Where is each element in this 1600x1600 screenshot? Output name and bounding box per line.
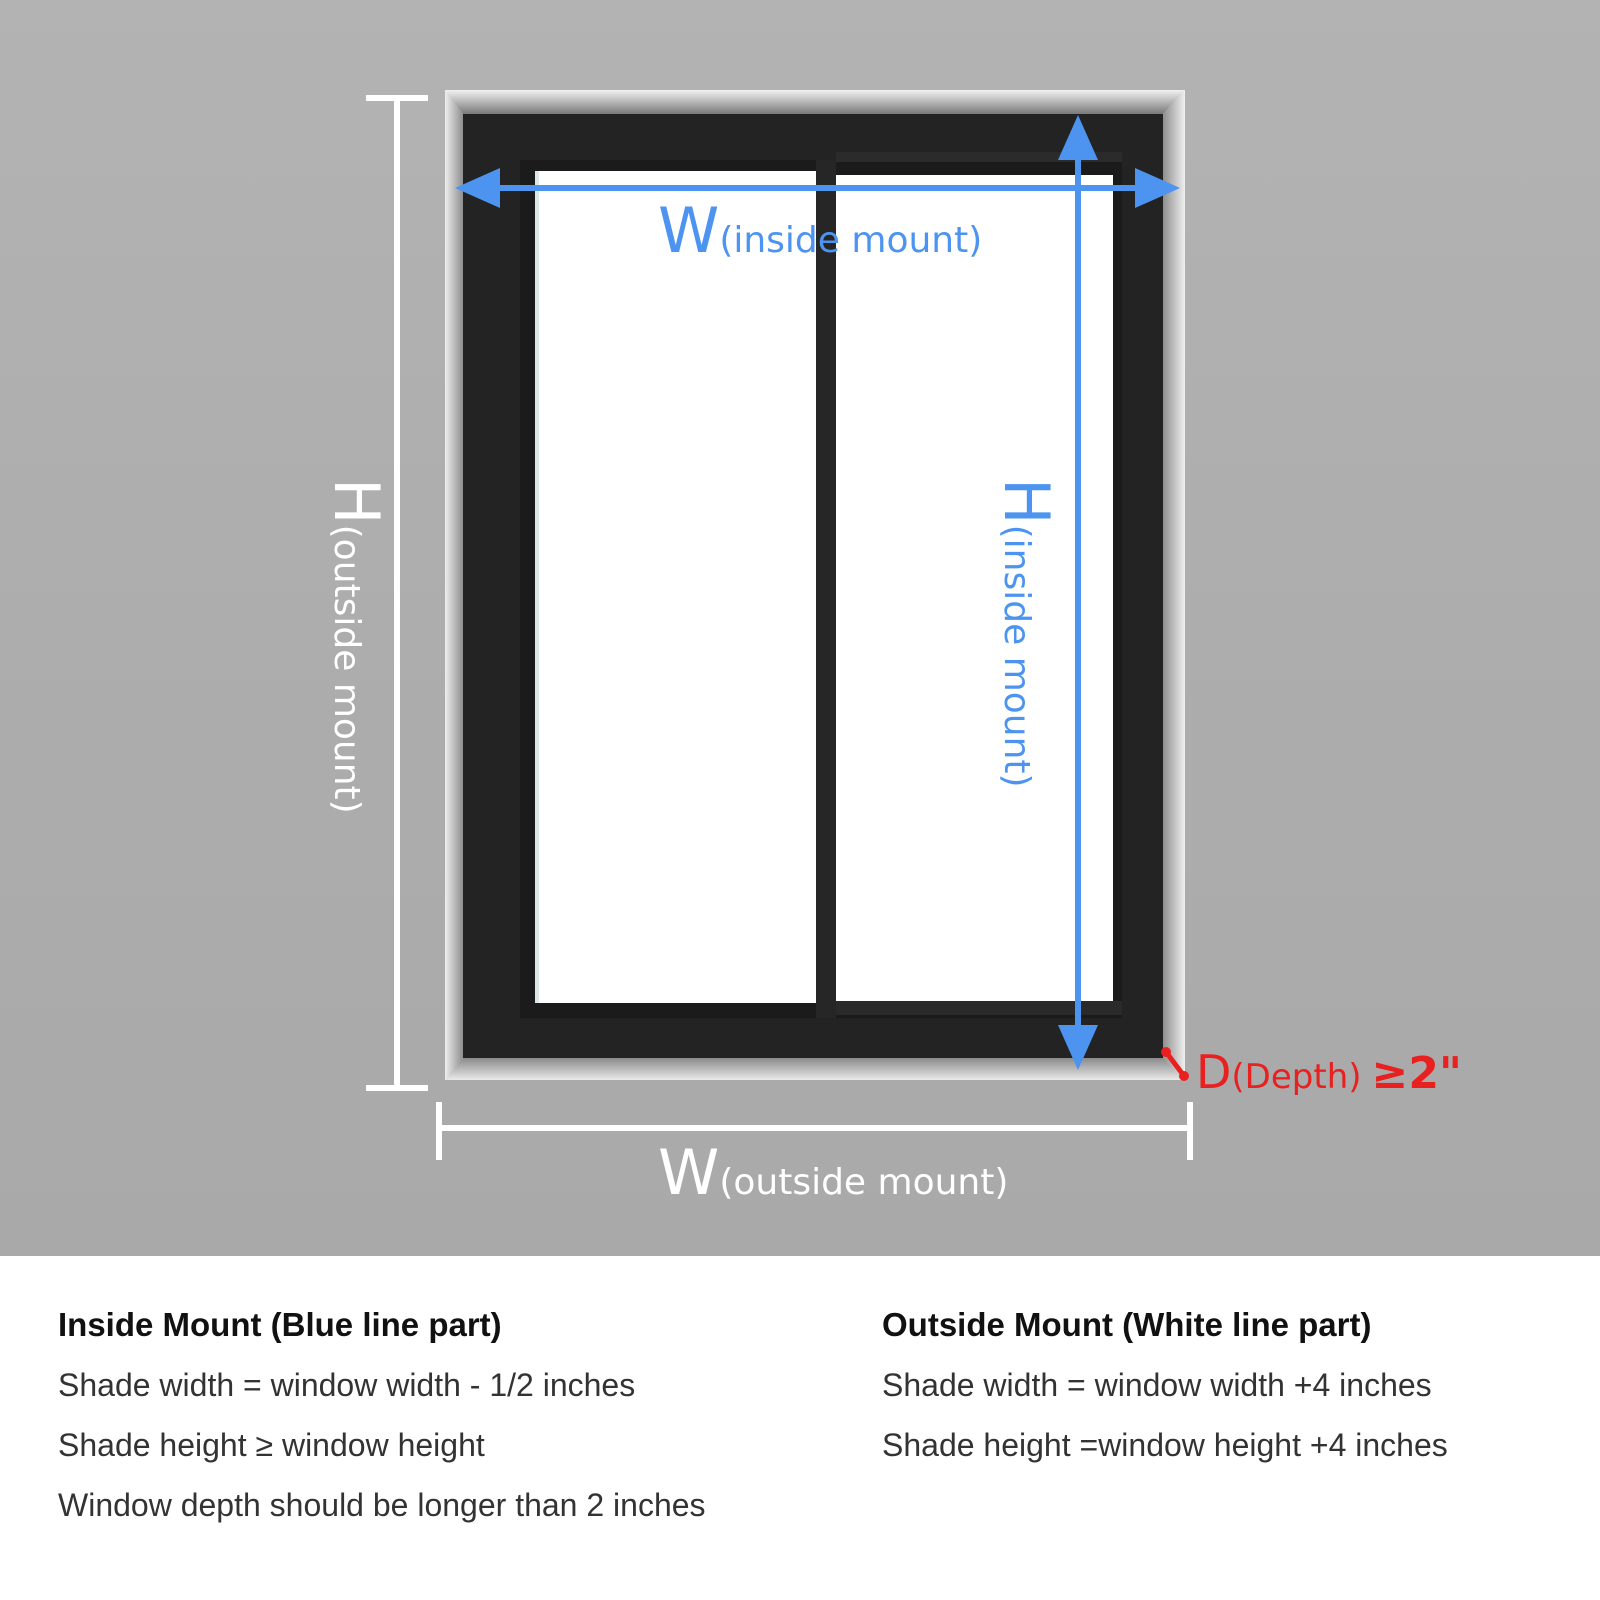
outside-mount-line: Shade width = window width +4 inches (882, 1367, 1432, 1403)
outside-mount-title: Outside Mount (White line part) (882, 1306, 1372, 1343)
sash-divider (816, 160, 836, 1018)
right-glass-pane (836, 175, 1113, 1001)
inside-mount-line: Shade height ≥ window height (58, 1427, 485, 1463)
measurement-notes (0, 1256, 1600, 1600)
outside-mount-notes (882, 1306, 1448, 1486)
inside-width-label: W(inside mount) (658, 194, 983, 267)
inside-height-label: H(inside mount) (990, 478, 1063, 788)
outside-mount-line: Shade height =window height +4 inches (882, 1427, 1448, 1463)
left-glass-pane (535, 171, 816, 1003)
inside-mount-notes (58, 1306, 706, 1546)
inside-mount-title: Inside Mount (Blue line part) (58, 1306, 502, 1343)
outside-width-label: W(outside mount) (658, 1136, 1009, 1209)
depth-label: D(Depth) ≥2" (1196, 1045, 1462, 1099)
outside-height-label: H(outside mount) (320, 478, 393, 814)
inside-mount-line: Window depth should be longer than 2 inches (58, 1487, 706, 1523)
inside-mount-line: Shade width = window width - 1/2 inches (58, 1367, 636, 1403)
